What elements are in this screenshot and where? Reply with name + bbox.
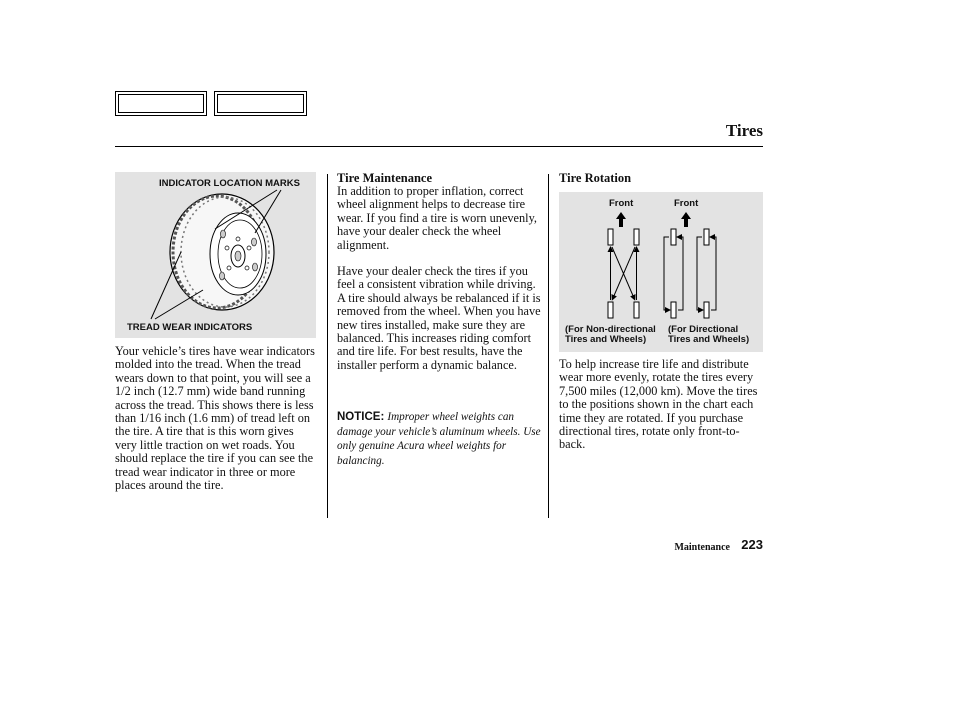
front-arrow-icon — [681, 212, 691, 227]
wheel-hub-cap — [235, 251, 241, 261]
lug-hole — [245, 266, 249, 270]
rotation-diagram — [559, 192, 763, 352]
tread-wear-indicators-label: TREAD WEAR INDICATORS — [127, 322, 253, 333]
lug-hole — [236, 237, 240, 241]
rim-hole — [220, 272, 225, 280]
tire-icon — [608, 229, 613, 245]
front-label-left: Front — [609, 198, 634, 209]
caption-directional-2: Tires and Wheels) — [668, 334, 750, 345]
rotation-paragraph: To help increase tire life and distribute wear more evenly, rotate the tires every 7,500 miles (12,000 km). Move the tires to the positions shown in the chart each time they are rotated. If you purchase directional tires, rotate only front-to-back. — [559, 357, 758, 452]
column-divider-1 — [327, 174, 328, 518]
nav-box-left[interactable] — [115, 91, 207, 116]
leader-line — [151, 252, 181, 319]
lug-hole — [247, 246, 251, 250]
tire-icon — [634, 302, 639, 318]
header-rule — [115, 146, 763, 147]
tire-icon — [704, 302, 709, 318]
alignment-paragraph: In addition to proper inflation, correct wheel alignment helps to decrease tire wear. If you find a tire is worn unevenly, have your dealer check the wheel alignment. — [337, 184, 537, 252]
tire-icon — [671, 302, 676, 318]
tire-illustration — [115, 172, 316, 338]
caption-directional-1: (For Directional — [668, 324, 739, 335]
tread-wear-paragraph: Your vehicle’s tires have wear indicators molded into the tread. When the tread wears down to that point, you will see a 1/2 inch (12.7 mm) wide band running across the tread. This shows there is less than 1/16 inch (1.6 mm) of tread left on the tire. A tire that is this worn gives very little traction on wet roads. You should replace the tire if you can see the tread wear indicator in three or more places around the tire. — [115, 344, 315, 493]
indicator-location-label: INDICATOR LOCATION MARKS — [159, 178, 300, 189]
page-title: Tires — [725, 121, 763, 140]
caption-non-directional-1: (For Non-directional — [565, 324, 656, 335]
column-divider-2 — [548, 174, 549, 518]
balance-paragraph: Have your dealer check the tires if you feel a consistent vibration while driving. A tire should always be rebalanced if it is removed from the wheel. When you have new tires installed, make sure they are balanced. This increases riding comfort and tire life. For best results, have the installer perform a dynamic balance. — [337, 264, 541, 372]
tire-icon — [608, 302, 613, 318]
rotation-arrow — [664, 237, 669, 310]
front-label-right: Front — [674, 198, 699, 209]
tire-icon — [704, 229, 709, 245]
tire-rotation-figure — [559, 192, 763, 352]
rim-hole — [253, 263, 258, 271]
tire-maintenance-heading: Tire Maintenance — [337, 171, 433, 185]
tread-wear-figure — [115, 172, 316, 338]
lug-hole — [227, 266, 231, 270]
rotation-arrow — [613, 247, 635, 298]
rotation-arrow — [612, 247, 634, 298]
tire-rotation-heading: Tire Rotation — [559, 171, 632, 185]
rim-hole — [252, 238, 257, 246]
notice-text: Improper wheel weights can damage your vehicle’s aluminum wheels. Use only genuine Acura wheel weights for balancing. — [337, 411, 541, 467]
tire-icon — [671, 229, 676, 245]
nav-box-right[interactable] — [214, 91, 307, 116]
lug-hole — [225, 246, 229, 250]
notice-paragraph — [337, 410, 543, 468]
page-number: 223 — [741, 537, 763, 552]
notice-label: NOTICE: — [337, 411, 385, 423]
front-arrow-icon — [616, 212, 626, 227]
rotation-arrow — [697, 237, 702, 310]
footer-section-label: Maintenance — [674, 542, 730, 553]
tire-icon — [634, 229, 639, 245]
caption-non-directional-2: Tires and Wheels) — [565, 334, 647, 345]
rotation-arrow — [678, 237, 683, 310]
rim-hole — [221, 230, 226, 238]
rotation-arrow — [711, 237, 716, 310]
